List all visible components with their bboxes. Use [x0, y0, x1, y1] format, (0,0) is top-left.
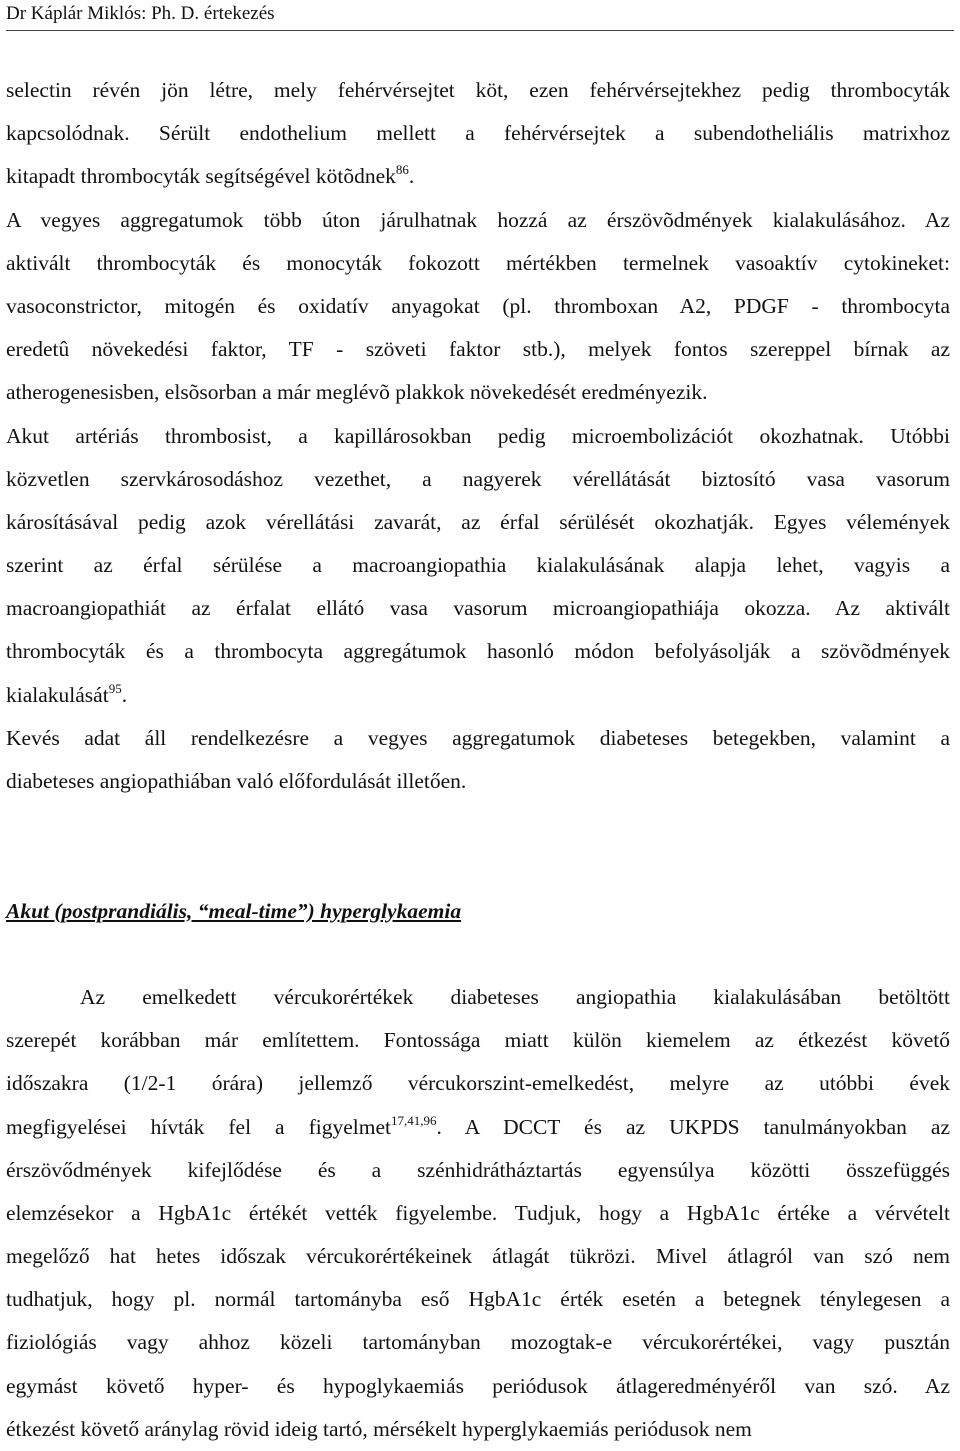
text-run: kitapadt thrombocyták segítségével kötõdnek [6, 164, 396, 189]
header-text: Dr Káplár Miklós: Ph. D. értekezés [6, 3, 275, 24]
text-line: aktivált thrombocyták és monocyták fokozott mértékben termelnek vasoaktív cytokineket: [6, 250, 950, 275]
text-line: selectin révén jön létre, mely fehérvérsejtet köt, ezen fehérvérsejtekhez pedig thrombocyták [6, 78, 950, 102]
text-run: . [408, 164, 415, 189]
text-run: kialakulását [6, 682, 109, 707]
page-header [6, 2, 954, 31]
text-run: megfigyelései hívták fel a figyelmet [6, 1114, 392, 1139]
text-run: . [121, 682, 128, 707]
text-line [6, 155, 950, 198]
text-line: macroangiopathiát az érfalat ellátó vasa vasorum microangiopathiája okozza. Az aktivált [6, 596, 950, 621]
section-heading: Akut (postprandiális, “meal-time”) hyperglykaemia [6, 898, 462, 923]
text-line: elemzésekor a HgbA1c értékét vették figyelembe. Tudjuk, hogy a HgbA1c értéke a vérvételt [6, 1200, 950, 1225]
text-line: A vegyes aggregatumok több úton járulhatnak hozzá az érszövõdmények kialakulásához. Az [6, 207, 950, 232]
text-line: szerepét korábban már említettem. Fontossága miatt külön kiemelem az étkezést követő [6, 1028, 950, 1053]
paragraph-1 [6, 69, 950, 199]
text-line: Akut artériás thrombosist, a kapillárosokban pedig microembolizációt okozhatnak. Utóbbi [6, 423, 950, 448]
blank-space [6, 933, 950, 976]
text-line: Az emelkedett vércukorértékek diabeteses angiopathia kialakulásában betöltött [80, 984, 950, 1009]
paragraph-2 [6, 199, 950, 415]
text-line: vasoconstrictor, mitogén és oxidatív anyagokat (pl. thromboxan A2, PDGF - thrombocyta [6, 293, 950, 318]
text-line [6, 674, 950, 717]
text-line: megelőző hat hetes időszak vércukorértékeinek átlagát tükrözi. Mivel átlagról van szó nem [6, 1244, 950, 1269]
citation-superscript: 17,41,96 [391, 1112, 437, 1128]
text-line: kapcsolódnak. Sérült endothelium mellett a fehérvérsejtek a subendotheliális matrixhoz [6, 121, 950, 146]
text-line: Kevés adat áll rendelkezésre a vegyes aggregatumok diabeteses betegekben, valamint a [6, 725, 950, 750]
text-line: károsításával pedig azok vérellátási zavarát, az érfal sérülését okozhatják. Egyes vélemények [6, 509, 950, 534]
text-line: közvetlen szervkárosodáshoz vezethet, a nagyerek vérellátását biztosító vasa vasorum [6, 466, 950, 491]
text-line: tudhatjuk, hogy pl. normál tartományba eső HgbA1c érték esetén a betegnek ténylegesen a [6, 1287, 950, 1312]
citation-superscript: 86 [395, 162, 409, 178]
text-line: diabeteses angiopathiában való előfordulását illetően. [6, 769, 467, 793]
document-body [6, 69, 950, 1451]
text-line: étkezést követő aránylag rövid ideig tartó, mérsékelt hyperglykaemiás periódusok nem [6, 1416, 752, 1441]
paragraph-5 [6, 976, 950, 1451]
text-line: szerint az érfal sérülése a macroangiopathia kialakulásának alapja lehet, vagyis a [6, 553, 950, 578]
text-line: időszakra (1/2-1 órára) jellemző vércukorszint-emelkedést, melyre az utóbbi évek [6, 1071, 950, 1096]
text-run: . A DCCT és az UKPDS tanulmányokban az [436, 1114, 950, 1139]
paragraph-4 [6, 717, 950, 803]
paragraph-3 [6, 415, 950, 717]
blank-space [6, 803, 950, 889]
section-heading-line [6, 890, 950, 933]
text-line: egymást követő hyper- és hypoglykaemiás periódusok átlageredményéről van szó. Az [6, 1373, 950, 1398]
text-line: thrombocyták és a thrombocyta aggregátumok hasonló módon befolyásolják a szövõdmények [6, 639, 950, 664]
text-line: eredetû növekedési faktor, TF - szöveti faktor stb.), melyek fontos szereppel bírnak az [6, 337, 950, 362]
text-line: fiziológiás vagy ahhoz közeli tartományban mozogtak-e vércukorértékei, vagy pusztán [6, 1330, 950, 1355]
citation-superscript: 95 [108, 680, 122, 696]
text-line [6, 1106, 950, 1149]
text-line: érszövődmények kifejlődése és a szénhidrátháztartás egyensúlya közötti összefüggés [6, 1157, 950, 1182]
text-line: atherogenesisben, elsõsorban a már meglévõ plakkok növekedését eredményezik. [6, 380, 708, 405]
